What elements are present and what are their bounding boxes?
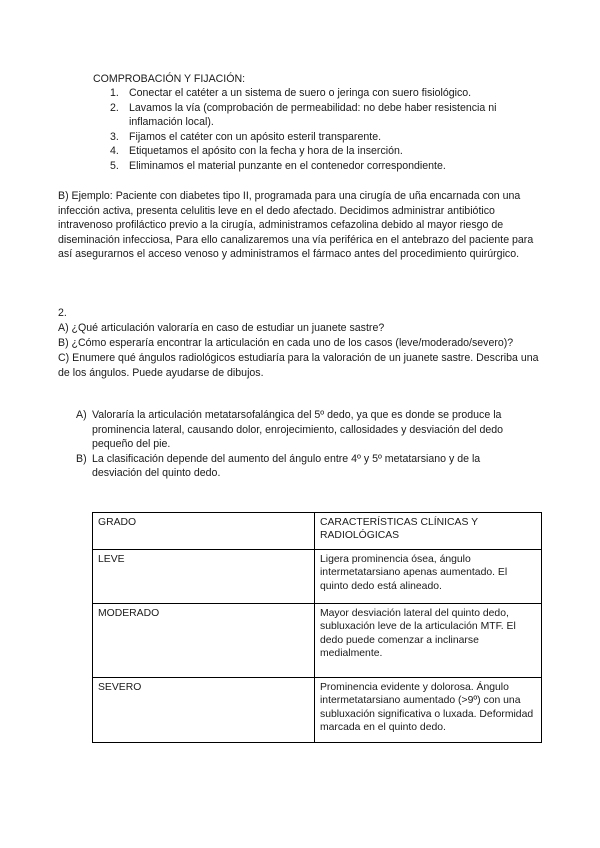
- list-item: [110, 130, 510, 145]
- question-number: 2.: [58, 307, 67, 319]
- section-heading: COMPROBACIÓN Y FIJACIÓN:: [93, 73, 246, 85]
- table-row: [93, 604, 542, 678]
- list-item-number: 2.: [110, 101, 119, 114]
- example-paragraph: B) Ejemplo: Paciente con diabetes tipo II, programada para una cirugía de uña encarnada con una infección activa, presenta celulitis leve en el dedo afectado. Decidimos administrar antibiótico intravenoso profiláctico previo a la cirugía, administramos cefazolina debido al mayor riesgo de diseminación infecciosa, Para ello canalizaremos una vía periférica en el antebrazo del paciente para así asegurarnos el acceso venoso y administramos el fármaco antes del procedimiento quirúrgico.: [58, 190, 534, 261]
- grade-cell: MODERADO: [93, 604, 315, 678]
- table-row: [93, 550, 542, 604]
- table-row: [93, 678, 542, 743]
- answer-label: B): [76, 452, 87, 465]
- list-item: [110, 101, 510, 130]
- list-item-text: Lavamos la vía (comprobación de permeabilidad: no debe haber resistencia ni inflamación local).: [129, 101, 497, 129]
- answers-list: [76, 408, 531, 481]
- answer-b: [76, 452, 531, 481]
- grades-table: [92, 512, 542, 743]
- answer-text: Valoraría la articulación metatarsofalángica del 5º dedo, ya que es donde se produce la prominencia lateral, causando dolor, enrojecimiento, callosidades y desviación del dedo pequeño del pie.: [92, 409, 504, 451]
- table-header-row: [93, 513, 542, 550]
- grade-cell: SEVERO: [93, 678, 315, 743]
- question-b: B) ¿Cómo esperaría encontrar la articulación en cada uno de los casos (leve/moderado/severo)?: [58, 337, 514, 349]
- answer-a: [76, 408, 531, 452]
- header-features: CARACTERÍSTICAS CLÍNICAS Y RADIOLÓGICAS: [315, 513, 542, 550]
- grade-cell: LEVE: [93, 550, 315, 604]
- answer-label: A): [76, 409, 87, 421]
- question-a: A) ¿Qué articulación valoraría en caso de estudiar un juanete sastre?: [58, 322, 385, 334]
- list-item-number: 4.: [110, 145, 119, 158]
- question-c: C) Enumere qué ángulos radiológicos estudiaría para la valoración de un juanete sastre. Describa una de los ángulos. Puede ayudarse de dibujos.: [58, 352, 539, 379]
- steps-list: [110, 86, 510, 174]
- list-item: [110, 144, 510, 159]
- list-item-number: 3.: [110, 130, 119, 143]
- features-cell: Ligera prominencia ósea, ángulo intermetatarsiano apenas aumentado. El quinto dedo está alineado.: [315, 550, 542, 604]
- list-item-text: Conectar el catéter a un sistema de suero o jeringa con suero fisiológico.: [129, 87, 472, 99]
- list-item-text: Etiquetamos el apósito con la fecha y hora de la inserción.: [129, 145, 403, 158]
- header-grade: GRADO: [93, 513, 315, 550]
- list-item-text: Fijamos el catéter con un apósito esteril transparente.: [129, 130, 382, 143]
- list-item-number: 5.: [110, 159, 119, 172]
- list-item-text: Eliminamos el material punzante en el contenedor correspondiente.: [129, 159, 446, 172]
- list-item-number: 1.: [110, 87, 119, 99]
- list-item: [110, 86, 510, 101]
- list-item: [110, 159, 510, 174]
- features-cell: Mayor desviación lateral del quinto dedo, subluxación leve de la articulación MTF. El dedo puede comenzar a inclinarse medialmente.: [315, 604, 542, 678]
- answer-text: La clasificación depende del aumento del ángulo entre 4º y 5º metatarsiano y de la desviación del quinto dedo.: [92, 452, 481, 480]
- features-cell: Prominencia evidente y dolorosa. Ángulo intermetatarsiano aumentado (>9º) con una subluxación significativa o luxada. Deformidad marcada en el quinto dedo.: [315, 678, 542, 743]
